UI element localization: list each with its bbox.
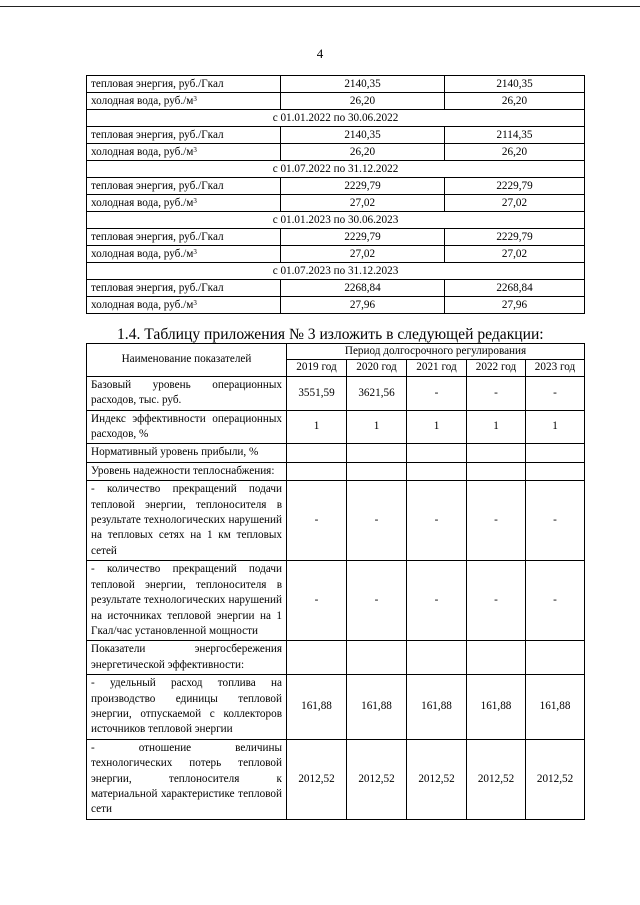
indicator-value: -	[467, 561, 526, 641]
unit-superscript: 3	[193, 197, 197, 205]
tariff-value: 27,02	[445, 195, 585, 212]
indicator-value: 1	[347, 410, 407, 444]
indicator-label: Уровень надежности теплоснабжения:	[87, 462, 287, 480]
indicator-value: 2012,52	[526, 739, 585, 819]
indicator-value: -	[407, 481, 467, 561]
period-row	[87, 263, 585, 280]
tariff-value: 2229,79	[445, 229, 585, 246]
tariff-value: 2140,35	[445, 76, 585, 93]
period-label: с 01.01.2023 по 30.06.2023	[87, 212, 585, 229]
tariff-value: 27,02	[445, 246, 585, 263]
indicator-label: - удельный расход топлива на производство единицы тепловой энергии, отпускаемой с коллекторов источников тепловой энергии	[87, 675, 287, 740]
tariff-label-text: тепловая энергия, руб./Гкал	[91, 231, 224, 243]
indicator-row	[87, 376, 585, 410]
tariff-label-text: холодная вода, руб./м	[91, 146, 194, 158]
indicator-value: -	[287, 561, 347, 641]
indicator-value	[526, 444, 585, 462]
tariff-value: 26,20	[281, 93, 445, 110]
indicator-value: 1	[526, 410, 585, 444]
indicator-value	[407, 444, 467, 462]
indicator-value: 1	[287, 410, 347, 444]
period-label: с 01.07.2023 по 31.12.2023	[87, 263, 585, 280]
tariff-label	[87, 144, 281, 161]
indicator-value	[347, 462, 407, 480]
indicator-row	[87, 641, 585, 675]
tariff-value: 2229,79	[445, 178, 585, 195]
indicator-value: 3621,56	[347, 376, 407, 410]
indicator-label: Нормативный уровень прибыли, %	[87, 444, 287, 462]
tariff-label-text: холодная вода, руб./м	[91, 95, 194, 107]
tariff-row	[87, 229, 585, 246]
indicator-value	[407, 641, 467, 675]
indicator-row	[87, 410, 585, 444]
tariff-row	[87, 246, 585, 263]
tariff-row	[87, 280, 585, 297]
indicator-value	[347, 641, 407, 675]
indicator-label: Базовый уровень операционных расходов, тыс. руб.	[87, 376, 287, 410]
tariff-label-text: тепловая энергия, руб./Гкал	[91, 129, 224, 141]
indicator-value: 2012,52	[347, 739, 407, 819]
tariff-value: 2229,79	[281, 178, 445, 195]
unit-superscript: 3	[193, 248, 197, 256]
tariff-value: 26,20	[281, 144, 445, 161]
tariff-table	[86, 75, 585, 314]
tariff-value: 2268,84	[281, 280, 445, 297]
tariff-label-text: холодная вода, руб./м	[91, 299, 194, 311]
tariff-label	[87, 76, 281, 93]
indicator-value: 3551,59	[287, 376, 347, 410]
indicator-row	[87, 561, 585, 641]
indicators-table	[86, 343, 585, 820]
indicator-value	[467, 462, 526, 480]
indicator-value: 161,88	[287, 675, 347, 740]
unit-superscript: 3	[193, 299, 197, 307]
year-header: 2021 год	[407, 360, 467, 376]
tariff-label-text: холодная вода, руб./м	[91, 197, 194, 209]
period-row	[87, 212, 585, 229]
indicator-value: -	[526, 481, 585, 561]
period-label: с 01.01.2022 по 30.06.2022	[87, 110, 585, 127]
tariff-value: 27,02	[281, 195, 445, 212]
tariff-label	[87, 297, 281, 314]
tariff-label-text: тепловая энергия, руб./Гкал	[91, 180, 224, 192]
indicator-row	[87, 481, 585, 561]
indicator-row	[87, 444, 585, 462]
indicator-value: 2012,52	[407, 739, 467, 819]
indicator-value: 161,88	[347, 675, 407, 740]
indicator-label: - отношение величины технологических потерь тепловой энергии, теплоносителя к материальной характеристике тепловой сети	[87, 739, 287, 819]
tariff-row	[87, 195, 585, 212]
year-header: 2022 год	[467, 360, 526, 376]
tariff-label	[87, 93, 281, 110]
indicator-value: -	[526, 561, 585, 641]
period-row	[87, 161, 585, 178]
tariff-label	[87, 246, 281, 263]
indicator-row	[87, 675, 585, 740]
indicator-value: -	[287, 481, 347, 561]
indicator-label: Индекс эффективности операционных расходов, %	[87, 410, 287, 444]
year-header: 2020 год	[347, 360, 407, 376]
year-header: 2019 год	[287, 360, 347, 376]
tariff-label-text: холодная вода, руб./м	[91, 248, 194, 260]
indicator-value: 2012,52	[467, 739, 526, 819]
unit-superscript: 3	[193, 146, 197, 154]
tariff-row	[87, 93, 585, 110]
page-number: 4	[316, 46, 324, 61]
indicator-value: -	[467, 376, 526, 410]
indicator-label: - количество прекращений подачи тепловой энергии, теплоносителя в результате технологических нарушений на источниках тепловой энергии на 1 Гкал/час установленной мощности	[87, 561, 287, 641]
tariff-value: 2114,35	[445, 127, 585, 144]
period-label: с 01.07.2022 по 31.12.2022	[87, 161, 585, 178]
tariff-row	[87, 178, 585, 195]
indicator-value: 161,88	[467, 675, 526, 740]
top-border-line	[0, 6, 640, 7]
indicator-value: 161,88	[407, 675, 467, 740]
indicator-value: -	[347, 481, 407, 561]
indicator-value: 1	[467, 410, 526, 444]
indicator-value	[407, 462, 467, 480]
indicator-value	[526, 462, 585, 480]
tariff-row	[87, 297, 585, 314]
section-heading: 1.4. Таблицу приложения № 3 изложить в следующей редакции:	[117, 326, 544, 343]
indicator-value	[467, 641, 526, 675]
tariff-label	[87, 127, 281, 144]
indicator-value: -	[407, 376, 467, 410]
tariff-value: 2268,84	[445, 280, 585, 297]
period-header: Период долгосрочного регулирования	[287, 344, 585, 360]
indicator-value: -	[407, 561, 467, 641]
indicator-value: -	[467, 481, 526, 561]
tariff-label	[87, 195, 281, 212]
indicator-label: - количество прекращений подачи тепловой энергии, теплоносителя в результате технологических нарушений на тепловых сетях на 1 км тепловых сетей	[87, 481, 287, 561]
tariff-label	[87, 280, 281, 297]
tariff-value: 2140,35	[281, 76, 445, 93]
indicator-value	[287, 641, 347, 675]
tariff-value: 27,96	[281, 297, 445, 314]
tariff-label-text: тепловая энергия, руб./Гкал	[91, 78, 224, 90]
year-header: 2023 год	[526, 360, 585, 376]
indicator-value	[347, 444, 407, 462]
tariff-label	[87, 178, 281, 195]
tariff-value: 27,02	[281, 246, 445, 263]
tariff-row	[87, 144, 585, 161]
tariff-value: 26,20	[445, 144, 585, 161]
tariff-value: 27,96	[445, 297, 585, 314]
indicator-row	[87, 462, 585, 480]
indicator-value: -	[526, 376, 585, 410]
indicator-value	[287, 444, 347, 462]
tariff-label-text: тепловая энергия, руб./Гкал	[91, 282, 224, 294]
indicator-value: 2012,52	[287, 739, 347, 819]
indicator-value	[526, 641, 585, 675]
tariff-label	[87, 229, 281, 246]
indicator-value: 1	[407, 410, 467, 444]
indicator-value	[287, 462, 347, 480]
indicator-value	[467, 444, 526, 462]
tariff-value: 26,20	[445, 93, 585, 110]
indicator-value: -	[347, 561, 407, 641]
tariff-row	[87, 127, 585, 144]
unit-superscript: 3	[193, 95, 197, 103]
period-row	[87, 110, 585, 127]
indicator-value: 161,88	[526, 675, 585, 740]
tariff-row	[87, 76, 585, 93]
indicator-row	[87, 739, 585, 819]
name-column-header: Наименование показателей	[87, 344, 287, 377]
tariff-value: 2140,35	[281, 127, 445, 144]
indicator-label: Показатели энергосбережения энергетической эффективности:	[87, 641, 287, 675]
tariff-value: 2229,79	[281, 229, 445, 246]
